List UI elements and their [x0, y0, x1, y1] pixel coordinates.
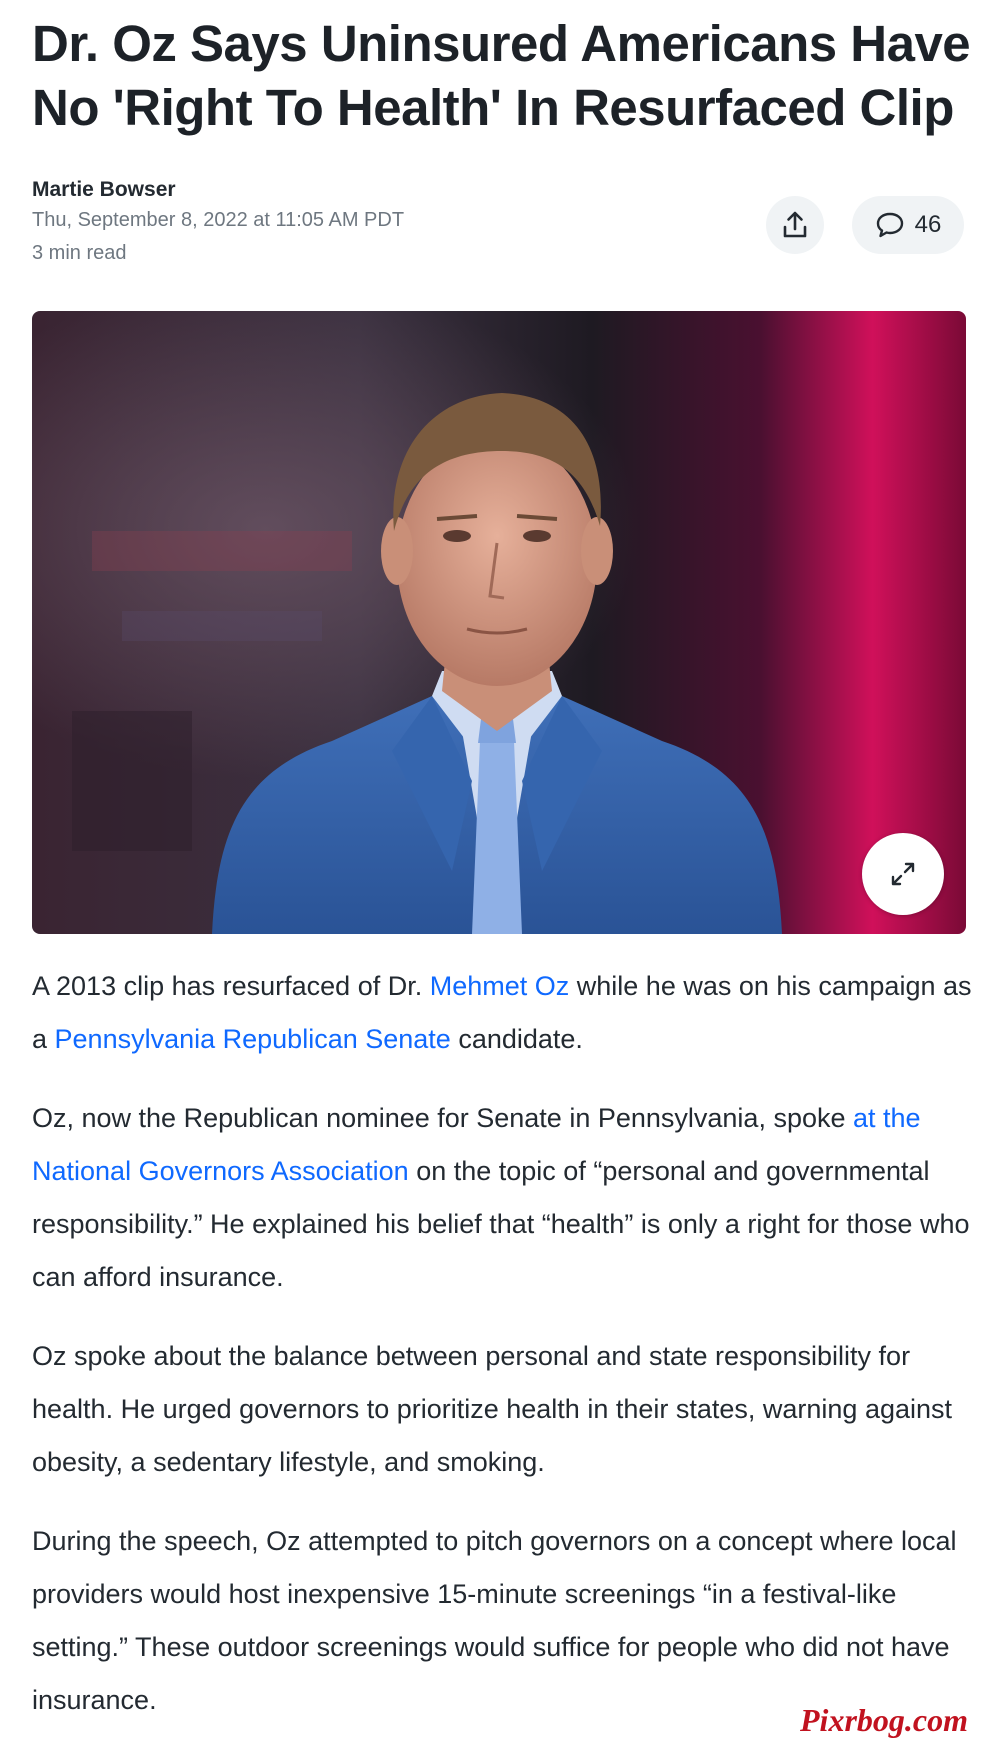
paragraph-3: Oz spoke about the balance between personal and state responsibility for health. He urged governors to prioritize health in their states, warning against obesity, a sedentary lifestyle, and smoking. [32, 1341, 953, 1477]
text-run: Oz, now the Republican nominee for Senate in Pennsylvania, spoke [32, 1103, 853, 1133]
read-time: 3 min read [32, 242, 127, 264]
article-body [32, 960, 972, 1753]
text-run: while he was on his campaign as a [32, 971, 972, 1054]
paragraph-1 [32, 960, 972, 1066]
link-pennsylvania-senate[interactable]: Pennsylvania Republican Senate [54, 1024, 451, 1054]
hero-image[interactable] [32, 311, 966, 934]
text-run: candidate. [450, 1024, 583, 1054]
link-governors-association[interactable]: at the National Governors Association [32, 1103, 921, 1186]
link-mehmet-oz[interactable]: Mehmet Oz [429, 971, 570, 1001]
comment-count: 46 [914, 211, 942, 238]
author-name[interactable]: Martie Bowser [32, 178, 176, 201]
comment-icon [875, 211, 905, 239]
text-run: on the topic of “personal and governmental responsibility.” He explained his belief that “health” is only a right for those who can afford insurance. [32, 1156, 970, 1292]
comments-button[interactable] [852, 196, 964, 254]
share-button[interactable] [766, 196, 824, 254]
share-icon [780, 210, 810, 240]
paragraph-2 [32, 1092, 972, 1304]
headline: Dr. Oz Says Uninsured Americans Have No 'Right To Health' In Resurfaced Clip [32, 15, 971, 136]
paragraph-4: During the speech, Oz attempted to pitch governors on a concept where local providers would host inexpensive 15-minute screenings “in a festival-like setting.” These outdoor screenings would suffice for people who did not have insurance. [32, 1526, 957, 1715]
expand-button[interactable] [862, 833, 944, 915]
expand-icon [888, 859, 918, 889]
text-run: A 2013 clip has resurfaced of Dr. [32, 971, 430, 1001]
watermark: Pixrbog.com [800, 1702, 968, 1738]
portrait-illustration [32, 311, 966, 934]
publish-date: Thu, September 8, 2022 at 11:05 AM PDT [32, 209, 405, 231]
byline [32, 176, 404, 270]
